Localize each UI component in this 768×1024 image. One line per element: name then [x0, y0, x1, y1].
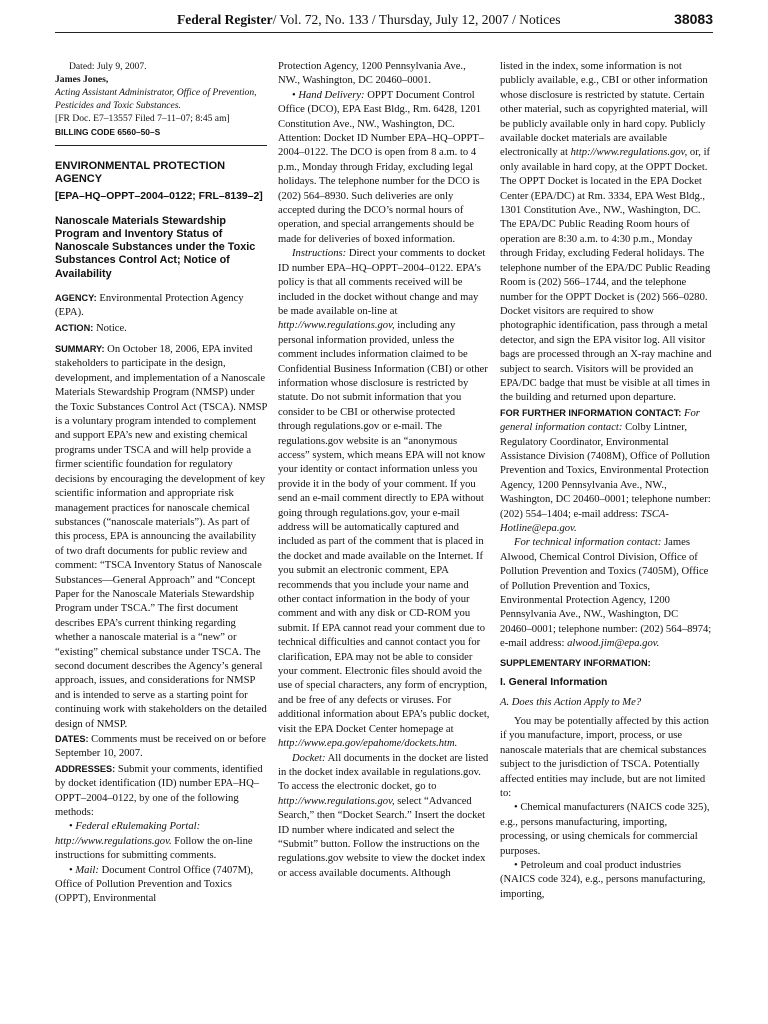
dated-line: Dated: July 9, 2007.: [69, 61, 147, 72]
docket-cont-link[interactable]: http://www.regulations.gov,: [570, 147, 688, 159]
section-heading: I. General Information: [500, 677, 608, 689]
docket-number: [EPA–HQ–OPPT–2004–0122; FRL–8139–2]: [55, 191, 263, 203]
action-paragraph: [55, 321, 267, 336]
docket-regulations-link[interactable]: http://www.regulations.gov,: [278, 795, 395, 807]
agency-value: Environmental Protection Agency (EPA).: [55, 292, 244, 319]
general-contact-email[interactable]: TSCA-Hotline@epa.gov.: [500, 508, 669, 534]
mail-paragraph: • Mail: Document Control Office (7407M), Office of Pollution Prevention and Toxics (OPPT), Environmental: [55, 864, 254, 905]
issue-details: / Vol. 72, No. 133 / Thursday, July 12, 2007 / Notices: [272, 12, 561, 27]
hand-delivery-paragraph: • Hand Delivery: OPPT Document Control Office (DCO), EPA East Bldg., Rm. 6428, 1201 Constitution Ave., NW., Washington, DC. Attention: Docket ID Number EPA–HQ–OPPT–2004–0122. The DCO is open from 8 a.m. to 4 p.m., Monday through Friday, excluding legal holidays. The telephone number for the DCO is (202) 564–8930. Such deliveries are only accepted during the DCO’s normal hours of operation, and special arrangements should be made for deliveries of boxed information.: [278, 89, 485, 245]
portal-link[interactable]: http://www.regulations.gov.: [55, 835, 172, 847]
portal-text: Follow the on-line instructions for submitting comments.: [55, 835, 253, 862]
mail-continued: Protection Agency, 1200 Pennsylvania Ave., NW., Washington, DC 20460–0001.: [278, 61, 466, 87]
instructions-label: Instructions:: [292, 248, 347, 260]
dates-paragraph: [55, 732, 267, 762]
page-number: 38083: [674, 11, 713, 27]
docket-continued: [500, 60, 712, 406]
summary-label: SUMMARY:: [55, 344, 105, 355]
portal-label: Federal eRulemaking Portal:: [75, 821, 201, 833]
docket-paragraph: [278, 752, 490, 882]
publication-name: Federal Register: [177, 12, 273, 27]
general-contact-label: For general information contact:: [500, 407, 700, 434]
hand-delivery-label: Hand Delivery:: [298, 89, 365, 101]
mail-text: Document Control Office (7407M), Office of Pollution Prevention and Toxics (OPPT), Environmental: [55, 864, 254, 905]
bullet-petroleum: • Petroleum and coal product industries (NAICS code 324), e.g., persons manufacturing, importing,: [500, 859, 706, 900]
bullet-petroleum-text: Petroleum and coal product industries (NAICS code 324), e.g., persons manufacturing, importing,: [500, 859, 706, 900]
apply-paragraph: You may be potentially affected by this action if you manufacture, import, process, or use nanoscale materials that are chemical substances subject to the jurisdiction of TSCA. Potentially affected entities may include, but are not limited to:: [500, 715, 709, 799]
further-info-label: FOR FURTHER INFORMATION CONTACT:: [500, 407, 682, 418]
action-value: Notice.: [95, 322, 127, 334]
fr-doc-line: [FR Doc. E7–13557 Filed 7–11–07; 8:45 am]: [55, 113, 230, 124]
page-header: [55, 10, 713, 33]
column-2: [278, 60, 490, 881]
mail-label: Mail:: [75, 864, 99, 876]
bullet-chemical: • Chemical manufacturers (NAICS code 325), e.g., persons manufacturing, importing, processing, or using chemicals for commercial purposes.: [500, 802, 710, 857]
bullet-chemical-text: Chemical manufacturers (NAICS code 325), e.g., persons manufacturing, importing, processing, or using chemicals for commercial purposes.: [500, 802, 710, 857]
dates-label: DATES:: [55, 734, 89, 745]
action-label: ACTION:: [55, 322, 94, 333]
technical-contact-label: For technical information contact:: [514, 537, 662, 549]
header-citation: [177, 12, 560, 28]
regulations-link[interactable]: http://www.regulations.gov,: [278, 320, 395, 332]
hand-delivery-text: OPPT Document Control Office (DCO), EPA East Bldg., Rm. 6428, 1201 Constitution Ave., NW., Washington, DC. Attention: Docket ID Number EPA–HQ–OPPT–2004–0122. The DCO is open from 8 a.m. to 4 p.m., Monday through Friday, excluding legal holidays. The telephone number for the DCO is (202) 564–8930. Such deliveries are only accepted during the DCO’s normal hours of operation, and special arrangements should be made for deliveries of boxed information.: [278, 89, 485, 245]
docket-label: Docket:: [292, 752, 326, 764]
technical-contact-paragraph: [500, 536, 712, 651]
signer-title: Acting Assistant Administrator, Office of Prevention, Pesticides and Toxic Substances.: [55, 87, 257, 111]
general-contact-text: Colby Lintner, Regulatory Coordinator, Environmental Assistance Division (7408M), Office of Pollution Prevention and Toxics, Environmental Protection Agency, 1200 Pennsylvania Ave., NW., Washington, DC 20460–0001; telephone number: (202) 554–1404; e-mail address:: [500, 422, 711, 520]
addresses-label: ADDRESSES:: [55, 763, 116, 774]
agency-label: AGENCY:: [55, 292, 97, 303]
addresses-text: Submit your comments, identified by docket identification (ID) number EPA–HQ–OPPT–2004–0122, by one of the following methods:: [55, 763, 263, 819]
docket-text-2: select “Advanced Search,” then “Docket Search.” Insert the docket ID number where indicated and select the “Submit” button. Follow the instructions on the regulations.gov website to view the docket index or access available documents. Although: [278, 795, 486, 879]
dockets-link[interactable]: http://www.epa.gov/epahome/dockets.htm.: [278, 738, 458, 750]
summary-paragraph: [55, 342, 267, 732]
summary-text: On October 18, 2006, EPA invited stakeholders to participate in the design, development, and implementation of a Nanoscale Materials Stewardship Program (NMSP) under the Toxic Substances Control Act (TSCA). NMSP is a voluntary program intended to complement and support EPA’s new and existing chemical programs under TSCA and will help provide a firmer scientific foundation for regulatory decisions by encouraging the development of key scientific information and appropriate risk management practices for nanoscale chemical substances (“nanoscale materials”). As part of this process, EPA is announcing the availability of two draft documents for public review and comment: “TSCA Inventory Status of Nanoscale Substances—General Approach” and “Concept Paper for the Nanoscale Materials Stewardship Program under TSCA.” The first document describes EPA’s current thinking regarding whether a nanoscale material is a “new” or “existing” chemical substance under TSCA. The second document describes the Agency’s general approach, issues, and considerations for NMSP and is intended to serve as a starting point for continuing work with stakeholders on the detailed design of NMSP.: [55, 344, 268, 730]
further-info-paragraph: [500, 406, 712, 537]
dates-text: Comments must be received on or before September 10, 2007.: [55, 734, 266, 760]
column-1: [55, 60, 267, 907]
portal-paragraph: • Federal eRulemaking Portal: http://www.regulations.gov. Follow the on-line instructions for submitting comments.: [55, 821, 253, 862]
docket-cont-text-1: listed in the index, some information is not publicly available, e.g., CBI or other information whose disclosure is restricted by statute. Certain other material, such as copyrighted material, will be publicly available only in hard copy. Publicly available docket materials are available electronically at: [500, 61, 708, 159]
instructions-text-1: Direct your comments to docket ID number EPA–HQ–OPPT–2004–0122. EPA’s policy is that all comments received will be included in the docket without change and may be made available on-line at: [278, 248, 486, 317]
billing-code: BILLING CODE 6560–50–S: [55, 127, 161, 137]
agency-heading: ENVIRONMENTAL PROTECTION AGENCY: [55, 160, 226, 186]
signer-name: James Jones,: [55, 74, 109, 85]
agency-paragraph: [55, 291, 267, 321]
question-heading: A. Does this Action Apply to Me?: [500, 697, 642, 709]
docket-cont-text-2: or, if only available in hard copy, at the OPPT Docket. The OPPT Docket is located in the EPA Docket Center (EPA/DC) at Rm. 3334, EPA West Bldg., 1301 Constitution Ave., NW., Washington, DC. The EPA/DC Public Reading Room hours of operation are 8:30 a.m. to 4:30 p.m., Monday through Friday, excluding Federal holidays. The telephone number of the EPA/DC Public Reading Room is (202) 566–1744, and the telephone number for the OPPT Docket is (202) 566–0280. Docket visitors are required to show photographic identification, pass through a metal detector, and sign the EPA visitor log. All visitor bags are processed through an X-ray machine and subject to search. Visitors will be provided an EPA/DC badge that must be visible at all times in the building and returned upon departure.: [500, 147, 712, 404]
docket-text-1: All documents in the docket are listed in the docket index available in regulations.gov. To access the electronic docket, go to: [278, 752, 489, 793]
technical-contact-email[interactable]: alwood.jim@epa.gov.: [567, 638, 660, 650]
technical-contact-text: James Alwood, Chemical Control Division, Office of Pollution Prevention and Toxics (7405M), Office of Pollution Prevention and Toxics, Environmental Protection Agency, 1200 Pennsylvania Ave., NW., Washington, DC 20460–0001; telephone number: (202) 564–8974; e-mail address:: [500, 537, 712, 650]
supplementary-label: SUPPLEMENTARY INFORMATION:: [500, 657, 651, 668]
addresses-paragraph: [55, 762, 267, 821]
instructions-text-2: including any personal information provided, unless the comment includes information claimed to be Confidential Business Information (CBI) or other information whose disclosure is restricted by statute. Do not submit information that you consider to be CBI or otherwise protected through regulations.gov or e-mail. The regulations.gov website is an “anonymous access” system, which means EPA will not know your identity or contact information unless you provide it in the body of your comment. If you send an e-mail comment directly to EPA without going through regulations.gov, your e-mail address will be automatically captured and included as part of the comment that is placed in the docket and made available on the Internet. If you submit an electronic comment, EPA recommends that you include your name and other contact information in the body of your comment and with any disk or CD-ROM you submit. If EPA cannot read your comment due to technical difficulties and cannot contact you for clarification, EPA may not be able to consider your comment. Electronic files should avoid the use of special characters, any form of encryption, and be free of any defects or viruses. For additional information about EPA’s public docket, visit the EPA Docket Center homepage at: [278, 320, 490, 735]
document-title: Nanoscale Materials Stewardship Program and Inventory Status of Nanoscale Substances under the Toxic Substances Control Act; Notice of Availability: [55, 214, 256, 280]
column-3: [500, 60, 712, 902]
instructions-paragraph: [278, 247, 490, 751]
section-divider: [55, 145, 267, 146]
